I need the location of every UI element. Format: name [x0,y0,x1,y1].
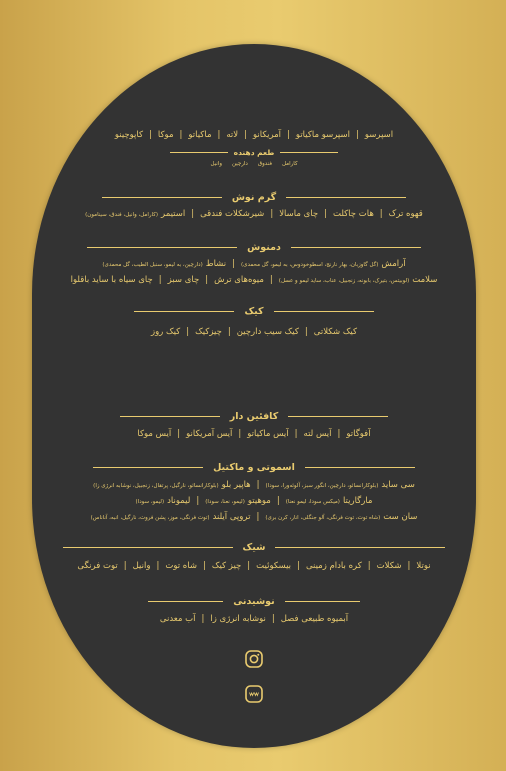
menu-item: آیس لته [303,429,332,439]
separator: | [355,130,359,140]
drinks-heading [32,596,476,607]
menu-item: کیک سیب دارچین [236,327,299,337]
menu-item: آبمیوه طبیعی فصل [280,614,349,624]
divider-line [274,311,374,312]
menu-item: چای ماسالا [279,209,319,219]
menu-item: لیموناد [167,496,191,506]
divider-line [120,416,220,417]
menu-item: کره بادام زمینی [305,561,362,571]
menu-item: آفوگاتو [346,429,371,439]
menu-item: مارگاریتا [342,496,373,506]
cake-row [32,327,476,337]
menu-item: اسپرسو ماکیاتو [295,130,350,140]
menu-item-note: (گل گاوزبان، بهار نارنج، اسطوخودوس، به لیمو، گل محمدی) [241,262,379,268]
shake-heading [32,542,476,553]
separator: | [337,429,341,439]
separator: | [276,496,280,506]
menu-item-note: (توت فرنگی، موز، پشن فروت، نارگیل، انبه، آناناس) [90,515,210,521]
flavor-item: وانیل [210,161,222,167]
separator: | [270,209,274,219]
espresso-row [32,130,476,140]
menu-item-note: (بلوکارانسائو، دارچین، انگور سبز، آلوئه‌ورا، سودا) [265,483,379,489]
separator: | [191,209,195,219]
decaf-row [32,429,476,439]
menu-item: ماکیاتو [188,130,212,140]
menu-item: میوه‌های ترش [214,275,264,285]
menu-item: شیرشکلات فندقی [200,209,265,219]
infusions-row-2 [32,275,476,285]
menu-item: سی ساید [381,480,415,490]
separator: | [294,429,298,439]
drinks-row [32,614,476,624]
separator: | [227,327,231,337]
flavors-list [32,161,476,167]
decaf-title: کافئین دار [229,411,279,422]
divider-line [93,467,203,468]
menu-item: نوتلا [416,561,431,571]
smoothies-row-2 [32,496,476,506]
smoothies-title: اسموتی و ماکتیل [213,462,295,473]
separator: | [158,275,162,285]
separator: | [247,561,251,571]
menu-item: آیس آمریکانو [186,429,233,439]
divider-line [134,311,234,312]
flavors-title: طعم دهنده [233,148,275,157]
menu-item-note: (بلوکارانسائو، نارگیل، پرتقال، زنجبیل، نوشابه انرژی زا) [93,483,219,489]
menu-item: چای سبز [167,275,200,285]
separator: | [149,130,152,140]
separator: | [217,130,221,140]
flavor-item: کارامل [281,161,298,167]
menu-item: سان ست [383,512,418,522]
menu-item: تروپی آیلند [212,512,251,522]
divider-line [305,467,415,468]
menu-item: هاپیر بلو [221,480,251,490]
menu-item-note: (شاه توت، توت فرنگی، آلو جنگلی، انار، کرن بری) [265,515,381,521]
menu-item: چیز کیک [211,561,242,571]
menu-item: آیس ماکیاتو [247,429,289,439]
drinks-title: نوشیدنی [233,596,275,607]
menu-item: موکا [157,130,174,140]
shake-row [32,561,476,571]
separator: | [232,259,235,269]
menu-item: استیمر [161,209,186,219]
smoothies-row-3 [32,512,476,522]
menu-item: سلامت [412,275,438,285]
infusions-row-1 [32,259,476,269]
menu-item: شکلات [376,561,402,571]
menu-item: نوشابه انرژی زا [210,614,266,624]
divider-line [275,547,445,548]
menu-item: چیزکیک [195,327,222,337]
website-icon[interactable] [244,684,264,704]
menu-item: بیسکوئیت [256,561,292,571]
shake-title: شیک [242,542,266,553]
menu-item: کیک شکلاتی [313,327,358,337]
menu-item: آمریکانو [253,130,282,140]
divider-line [288,416,388,417]
menu-item: اسپرسو [364,130,394,140]
separator: | [156,561,160,571]
divider-line [280,152,338,153]
divider-line [170,152,228,153]
divider-line [63,547,233,548]
menu-item: شاه توت [165,561,197,571]
menu-item-note: (لیمو، نعنا، سودا) [205,499,245,505]
divider-line [87,247,237,248]
divider-line [102,197,222,198]
divider-line [148,601,223,602]
menu-item: کیک روز [150,327,181,337]
menu-item-note: (کارامل، وانیل، فندق، سینامون) [85,212,158,218]
separator: | [238,429,242,439]
separator: | [271,614,275,624]
cake-title: کیک [244,306,264,317]
menu-item: هات چاکلت [332,209,374,219]
menu-item-note: (میکس سودا، لیمو نعنا) [285,499,340,505]
separator: | [196,496,200,506]
menu-item-note: (لیمو، سودا) [135,499,165,505]
separator: | [205,275,209,285]
hot-drinks-heading [32,192,476,203]
menu-item: آیس موکا [137,429,172,439]
divider-line [285,601,360,602]
separator: | [379,209,383,219]
hot-drinks-row [32,209,476,219]
menu-item: وانیل [132,561,151,571]
menu-item: آب معدنی [159,614,196,624]
menu-item: موهیتو [247,496,271,506]
menu-item: چای سیاه با ساید باقلوا [70,275,153,285]
menu-item: توت فرنگی [77,561,118,571]
separator: | [179,130,183,140]
decaf-heading [32,411,476,422]
separator: | [201,614,205,624]
menu-item: نشاط [205,259,227,269]
divider-line [291,247,421,248]
separator: | [297,561,300,571]
separator: | [304,327,308,337]
infusions-heading [32,242,476,253]
cake-heading [32,306,476,317]
separator: | [324,209,327,219]
menu-content [32,44,476,748]
separator: | [287,130,290,140]
menu-item-note: (دارچین، به لیمو، سنبل الطیب، گل محمدی) [102,262,203,268]
separator: | [123,561,127,571]
separator: | [256,512,260,522]
separator: | [177,429,181,439]
flavor-item: دارچین [231,161,248,167]
infusions-title: دمنوش [247,242,281,253]
menu-item-note: (لوبیتس، بتیرک، بابونه، زنجبیل، عناب، ساید لیمو و عسل) [278,278,410,284]
instagram-icon[interactable] [244,649,264,669]
separator: | [269,275,273,285]
menu-item: کاپوچینو [114,130,144,140]
separator: | [367,561,371,571]
menu-item: لاته [226,130,239,140]
separator: | [407,561,411,571]
flavor-item: فندوق [257,161,272,167]
smoothies-heading [32,462,476,473]
separator: | [244,130,248,140]
separator: | [186,327,190,337]
smoothies-row-1 [32,480,476,490]
separator: | [256,480,260,490]
menu-item: قهوه ترک [388,209,423,219]
separator: | [202,561,206,571]
hot-drinks-title: گرم نوش [231,192,277,203]
menu-item: آرامش [381,259,406,269]
divider-line [286,197,406,198]
flavors-heading [32,148,476,157]
